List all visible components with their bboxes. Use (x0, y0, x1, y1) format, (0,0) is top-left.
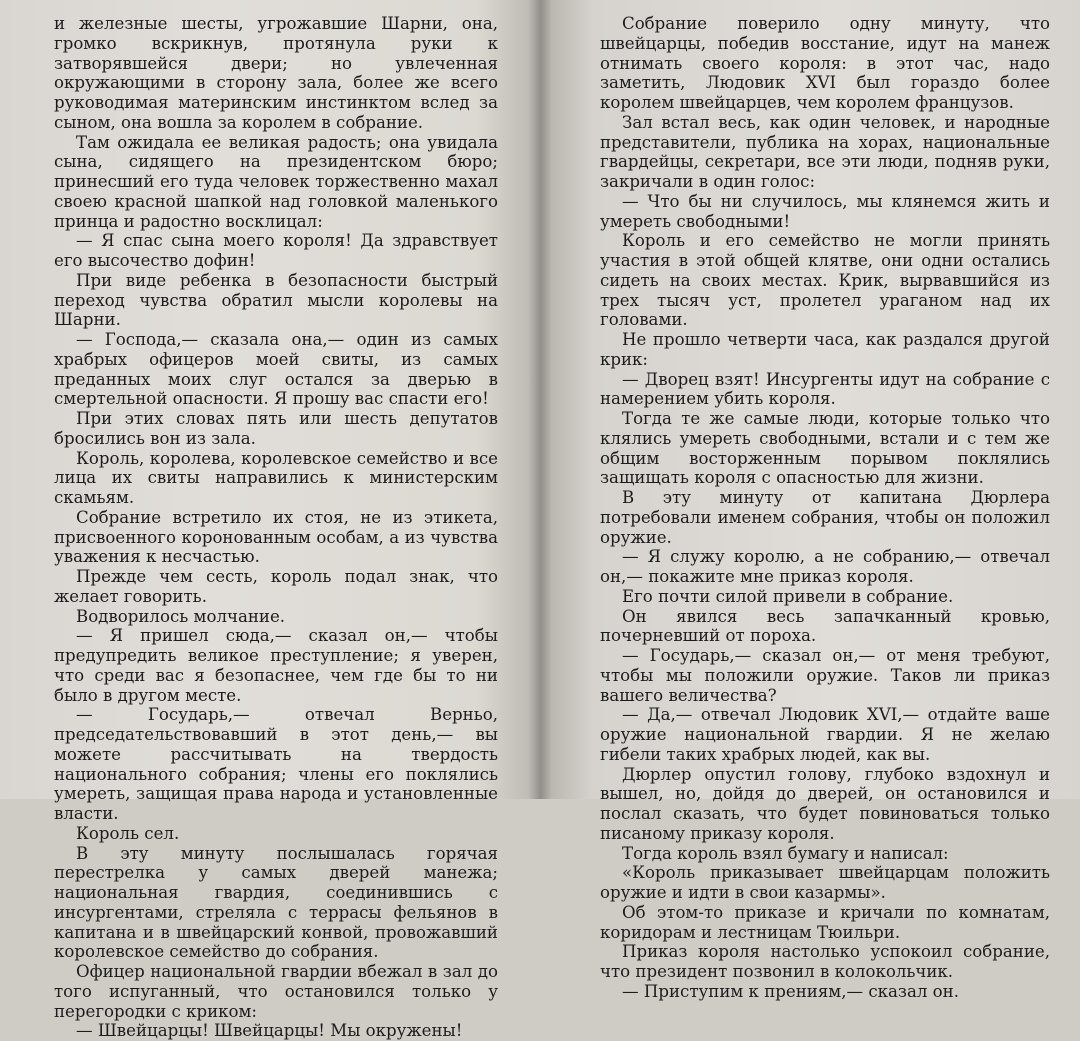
paragraph: Дюрлер опустил голову, глубоко вздохнул и вышел, но, дойдя до дверей, он остановился и послал сказать, что будет повиноваться только писаному приказу короля. (600, 764, 1050, 843)
paragraph: Собрание поверило одну минуту, что швейцарцы, победив восстание, идут на манеж отнимать своего короля: в этот час, надо заметить, Людовик XVI был гораздо более королем швейцарцев, чем королем французов. (600, 14, 1050, 112)
paragraph: — Да,— отвечал Людовик XVI,— отдайте ваше оружие национальной гвардии. Я не желаю гибели таких храбрых людей, как вы. (600, 705, 1050, 764)
paragraph: Его почти силой привели в собрание. (622, 586, 954, 606)
paragraph: Король сел. (76, 823, 180, 843)
paragraph: Зал встал весь, как один человек, и народные представители, публика на хорах, национальные гвардейцы, секретари, все эти люди, подняв руки, закричали в один голос: (600, 112, 1050, 191)
paragraph: Об этом-то приказе и кричали по комнатам, коридорам и лестницам Тюильри. (600, 902, 1050, 942)
paragraph: — Дворец взят! Инсургенты идут на собрание с намерением убить короля. (600, 369, 1050, 409)
paragraph: Не прошло четверти часа, как раздался другой крик: (600, 330, 1050, 369)
paragraph: В эту минуту от капитана Дюрлера потребовали именем собрания, чтобы он положил оружие. (600, 488, 1050, 547)
paragraph: — Швейцарцы! Швейцарцы! Мы окружены! (76, 1021, 463, 1041)
paragraph: Офицер национальной гвардии вбежал в зал до того испуганный, что остановился только у перегородки с криком: (54, 962, 498, 1021)
paragraph: В эту минуту послышалась горячая перестрелка у самых дверей манежа; национальная гвардия, соединившись с инсургентами, стреляла с террасы фельянов в капитана и в швейцарский конвой, провожавший королевское семейство до собрания. (54, 843, 498, 962)
paragraph: Прежде чем сесть, король подал знак, что желает говорить. (54, 567, 498, 606)
paragraph: Король и его семейство не могли принять участия в этой общей клятве, они одни остались сидеть на своих местах. Крик, вырвавшийся из трех тысяч уст, пролетел ураганом над их головами. (600, 231, 1050, 330)
paragraph: Собрание встретило их стоя, не из этикета, присвоенного коронованным особам, а из чувства уважения к несчастью. (54, 507, 498, 567)
paragraph: — Что бы ни случилось, мы клянемся жить и умереть свободными! (600, 191, 1050, 231)
paragraph: Он явился весь запачканный кровью, почерневший от пороха. (600, 606, 1050, 646)
paragraph: Тогда те же самые люди, которые только что клялись умереть свободными, встали и с тем же общим восторженным порывом поклялись защищать короля с опасностью для жизни. (600, 409, 1050, 488)
paragraph: При этих словах пять или шесть депутатов бросились вон из зала. (54, 409, 498, 448)
right-page (540, 0, 1080, 1001)
paragraph: Приказ короля настолько успокоил собрание, что президент позвонил в колокольчик. (600, 942, 1050, 981)
paragraph: — Приступим к прениям,— сказал он. (622, 981, 959, 1001)
paragraph: — Государь,— сказал он,— от меня требуют, чтобы мы положили оружие. Таков ли приказ вашего величества? (600, 646, 1050, 705)
paragraph: — Господа,— сказала она,— один из самых храбрых офицеров моей свиты, из самых преданных моих слуг остался за дверью в смертельной опасности. Я прошу вас спасти его! (54, 330, 498, 409)
paragraph: — Я служу королю, а не собранию,— отвечал он,— покажите мне приказ короля. (600, 547, 1050, 586)
paragraph: При виде ребенка в безопасности быстрый переход чувства обратил мысли королевы на Шарни. (54, 270, 498, 330)
paragraph: и железные шесты, угрожавшие Шарни, она, громко вскрикнув, протянула руки к затворявшейся двери; но увлеченная окружающими в сторону зала, более же всего руководимая материнским инстинктом вслед за сыном, она вошла за королем в собрание. (54, 14, 498, 132)
paragraph: Тогда король взял бумагу и написал: (622, 843, 949, 863)
paragraph: — Я спас сына моего короля! Да здравствует его высочество дофин! (54, 231, 498, 270)
paragraph: Там ожидала ее великая радость; она увидала сына, сидящего на президентском бюро; принесший его туда человек торжественно махал своею красной шапкой над головкой маленького принца и радостно восклицал: (54, 132, 498, 231)
paragraph: — Я пришел сюда,— сказал он,— чтобы предупредить великое преступление; я уверен, что среди вас я безопаснее, чем где бы то ни было в другом месте. (54, 626, 498, 705)
paragraph: «Король приказывает швейцарцам положить оружие и идти в свои казармы». (600, 863, 1050, 902)
paragraph: — Государь,— отвечал Верньо, председательствовавший в этот день,— вы можете рассчитывать на твердость национального собрания; члены его поклялись умереть, защищая права народа и установленные власти. (54, 705, 498, 823)
paragraph: Водворилось молчание. (76, 606, 286, 626)
paragraph: Король, королева, королевское семейство и все лица их свиты направились к министерским скамьям. (54, 448, 498, 507)
